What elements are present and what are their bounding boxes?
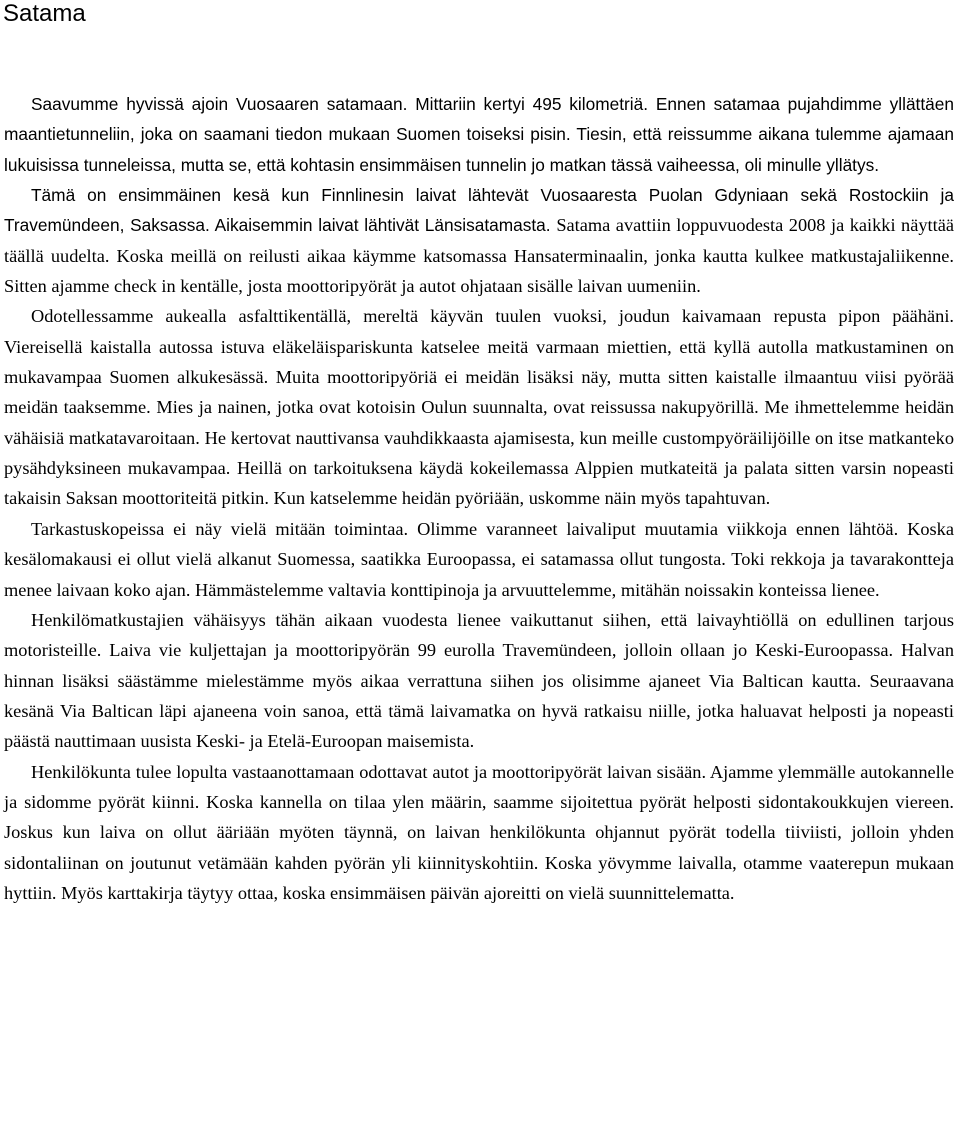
paragraph xyxy=(4,514,954,605)
paragraph xyxy=(4,757,954,909)
paragraph-text: Odotellessamme aukealla asfalttikentällä, mereltä käyvän tuulen vuoksi, joudun kaivamaan repusta pipon päähäni. Viereisellä kaistalla autossa istuva eläkeläispariskunta katselee meitä varmaan miettien, että kyllä autolla matkustaminen on mukavampaa Suomen alkukesässä. Muita moottoripyöriä ei meidän lisäksi näy, mutta sitten kaistalle ilmaantuu viisi pyörää meidän taaksemme. Mies ja nainen, jotka ovat kotoisin Oulun suunnalta, ovat reissussa nakupyörillä. Me ihmettelemme heidän vähäisiä matkatavaroitaan. He kertovat nauttivansa vauhdikkaasta ajamisesta, kun meille custompyöräilijöille on itse matkanteko pysähdyksineen mukavampaa. Heillä on tarkoituksena käydä kokeilemassa Alppien mutkateitä ja palata sitten varsin nopeasti takaisin Saksan moottoriteitä pitkin. Kun katselemme heidän pyöriään, uskomme näin myös tapahtuvan. xyxy=(4,306,954,509)
article-body xyxy=(4,89,954,908)
paragraph-text: Satama avattiin loppuvuodesta 2008 ja kaikki näyttää täällä uudelta. Koska meillä on reilusti aikaa käymme katsomassa Hansaterminaalin, jonka kautta kulkee matkustajaliikenne. Sitten ajamme check in kentälle, josta moottoripyörät ja autot ohjataan sisälle laivan uumeniin. xyxy=(4,215,955,297)
paragraph xyxy=(4,605,954,757)
paragraph xyxy=(4,89,954,180)
paragraph-text: Henkilömatkustajien vähäisyys tähän aikaan vuodesta lienee vaikuttanut siihen, että laivayhtiöllä on edullinen tarjous motoristeille. Laiva vie kuljettajan ja moottoripyörän 99 eurolla Travemündeen, jolloin ollaan jo Keski-Euroopassa. Halvan hinnan lisäksi säästämme mielestämme myös aikaa verrattuna siihen jos olisimme ajaneet Via Baltican kautta. Seuraavana kesänä Via Baltican läpi ajaneena voin sanoa, että tämä laivamatka on hyvä ratkaisu niille, jotka haluavat helposti ja nopeasti päästä nauttimaan uusista Keski- ja Etelä-Euroopan maisemista. xyxy=(4,609,954,752)
paragraph-text: Tämä on ensimmäinen kesä kun Finnlinesin laivat lähtevät Vuosaaresta Puolan Gdyniaan sekä Rostockiin ja Travemündeen, Saksassa. Aikaisemmin laivat lähtivät Länsisatamasta. xyxy=(4,185,954,236)
paragraph xyxy=(4,301,954,513)
paragraph-text: Saavumme hyvissä ajoin Vuosaaren satamaan. Mittariin kertyi 495 kilometriä. Ennen satamaa pujahdimme yllättäen maantietunneliin, joka on saamani tiedon mukaan Suomen toiseksi pisin. Tiesin, että reissumme aikana tulemme ajamaan lukuisissa tunneleissa, mutta se, että kohtasin ensimmäisen tunnelin jo matkan tässä vaiheessa, oli minulle yllätys. xyxy=(4,94,954,175)
paragraph-text: Henkilökunta tulee lopulta vastaanottamaan odottavat autot ja moottoripyörät laivan sisään. Ajamme ylemmälle autokannelle ja sidomme pyörät kiinni. Koska kannella on tilaa ylen määrin, saamme sijoitettua pyörät helposti sidontakoukkujen viereen. Joskus kun laiva on ollut ääriään myöten täynnä, on laivan henkilökunta ohjannut pyörät todella tiiviisti, jolloin yhden sidontaliinan on joutunut vetämään kahden pyörän yli kiinnityskohtiin. Koska yövymme laivalla, otamme vaaterepun mukaan hyttiin. Myös karttakirja täytyy ottaa, koska ensimmäisen päivän ajoreitti on vielä suunnittelematta. xyxy=(4,761,954,903)
paragraph-text: Tarkastuskopeissa ei näy vielä mitään toimintaa. Olimme varanneet laivaliput muutamia viikkoja ennen lähtöä. Koska kesälomakausi ei ollut vielä alkanut Suomessa, saatikka Euroopassa, ei satamassa ollut tungosta. Toki rekkoja ja tavarakontteja menee laivaan koko ajan. Hämmästelemme valtavia konttipinoja ja arvuuttelemme, mitähän noissakin konteissa lienee. xyxy=(4,518,954,600)
paragraph xyxy=(4,180,954,301)
page-title: Satama xyxy=(3,0,86,27)
